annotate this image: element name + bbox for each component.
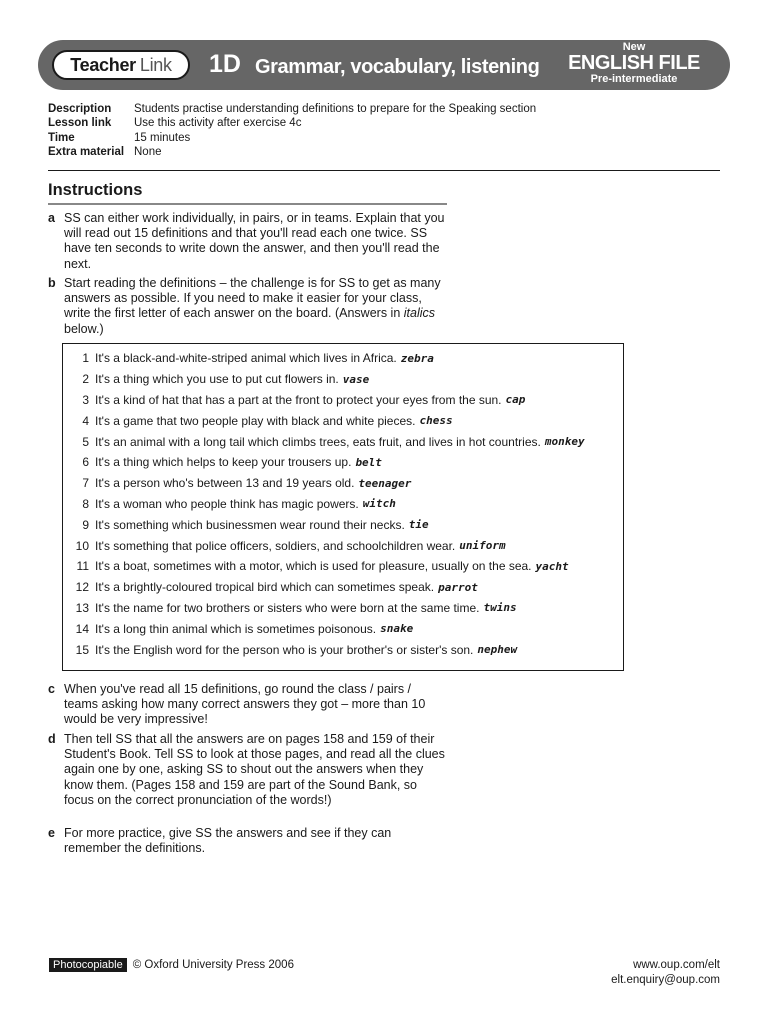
definition-text: It's a boat, sometimes with a motor, which is used for pleasure, usually on the sea. bbox=[95, 559, 532, 574]
definition-answer: nephew bbox=[477, 643, 518, 657]
meta-label: Lesson link bbox=[48, 117, 112, 130]
definition-number: 8 bbox=[82, 496, 89, 511]
definition-row bbox=[63, 431, 623, 452]
footer-right bbox=[611, 958, 720, 988]
divider bbox=[48, 170, 720, 171]
unit-code: 1D bbox=[209, 50, 241, 78]
definition-row bbox=[63, 390, 623, 411]
email-link[interactable]: elt.enquiry@oup.com bbox=[611, 974, 720, 986]
definition-row bbox=[63, 514, 623, 535]
brand-name: ENGLISH FILE bbox=[568, 52, 700, 74]
meta-label: Extra material bbox=[48, 145, 125, 158]
step-text-part: Start reading the definitions – the challenge is for SS to get as many answers as possible. If you need to make it easier for your class, write the first letter of each answer on the board. (Answers in bbox=[64, 276, 441, 321]
meta-label: Description bbox=[48, 103, 112, 115]
meta-value: 15 minutes bbox=[134, 131, 191, 144]
definitions-box bbox=[62, 343, 624, 671]
definition-text: It's the English word for the person who is your brother's or sister's son. bbox=[95, 642, 474, 657]
definition-text: It's a person who's between 13 and 19 years old. bbox=[95, 476, 355, 491]
definition-number: 1 bbox=[82, 351, 89, 366]
definition-row bbox=[63, 639, 623, 660]
definition-text: It's a kind of hat that has a part at the front to protect your eyes from the sun. bbox=[95, 392, 502, 407]
definition-answer: yacht bbox=[535, 559, 569, 573]
step-letter: b bbox=[48, 276, 56, 290]
step-letter: a bbox=[48, 211, 55, 225]
logo-link: Link bbox=[139, 54, 172, 75]
definition-number: 11 bbox=[76, 559, 89, 574]
definition-number: 3 bbox=[82, 392, 89, 407]
meta-value: Students practise understanding definitions to prepare for the Speaking section bbox=[134, 103, 537, 115]
copyright: © Oxford University Press 2006 bbox=[132, 959, 294, 971]
definition-answer: snake bbox=[380, 622, 414, 636]
definition-answer: parrot bbox=[438, 580, 478, 594]
definition-number: 7 bbox=[82, 476, 89, 491]
definition-number: 9 bbox=[82, 517, 89, 532]
italic-word: italics bbox=[403, 306, 436, 321]
teacher-link-logo bbox=[52, 50, 190, 80]
meta-value: Use this activity after exercise 4c bbox=[134, 117, 302, 130]
step-a bbox=[48, 211, 448, 272]
definition-answer: vase bbox=[342, 372, 370, 386]
step-letter: d bbox=[48, 732, 56, 746]
definition-row bbox=[63, 535, 623, 556]
definition-row bbox=[63, 618, 623, 639]
definition-number: 12 bbox=[75, 580, 89, 595]
definition-text: It's a thing which helps to keep your trousers up. bbox=[95, 455, 352, 470]
definition-row bbox=[63, 577, 623, 598]
website-link[interactable]: www.oup.com/elt bbox=[633, 959, 720, 971]
brand-level: Pre-intermediate bbox=[590, 73, 678, 85]
definition-text: It's a long thin animal which is sometimes poisonous. bbox=[95, 621, 377, 636]
step-letter: c bbox=[48, 682, 55, 696]
step-b bbox=[48, 276, 448, 337]
meta-row-extra-material bbox=[48, 145, 536, 159]
step-text: When you've read all 15 definitions, go round the class / pairs / teams asking how many correct answers they got – more than 10 would be very impressive! bbox=[64, 682, 426, 727]
definition-row bbox=[63, 598, 623, 619]
instructions-heading: Instructions bbox=[48, 181, 447, 205]
definition-number: 2 bbox=[82, 372, 89, 387]
definition-answer: zebra bbox=[400, 351, 434, 365]
definition-text: It's something that police officers, soldiers, and schoolchildren wear. bbox=[95, 538, 456, 553]
meta-row-lesson-link bbox=[48, 116, 536, 130]
definition-answer: chess bbox=[419, 414, 453, 428]
definition-answer: cap bbox=[505, 393, 526, 407]
definition-number: 15 bbox=[75, 642, 89, 657]
definition-answer: uniform bbox=[459, 539, 506, 553]
meta-label: Time bbox=[48, 131, 75, 144]
unit-title: Grammar, vocabulary, listening bbox=[255, 56, 540, 78]
definition-text: It's an animal with a long tail which climbs trees, eats fruit, and lives in hot countries. bbox=[95, 434, 541, 449]
definition-number: 14 bbox=[75, 621, 89, 636]
definition-text: It's a brightly-coloured tropical bird which can sometimes speak. bbox=[95, 580, 435, 595]
definition-answer: belt bbox=[355, 455, 382, 469]
step-text bbox=[64, 276, 448, 337]
step-e bbox=[48, 826, 448, 856]
step-c bbox=[48, 682, 448, 728]
definition-row bbox=[63, 369, 623, 390]
definition-number: 5 bbox=[82, 434, 89, 449]
definition-answer: monkey bbox=[544, 435, 585, 449]
meta-row-description bbox=[48, 102, 536, 116]
definition-number: 4 bbox=[82, 413, 89, 428]
step-text-part: below.) bbox=[64, 321, 104, 336]
definition-answer: teenager bbox=[358, 476, 412, 490]
definition-number: 13 bbox=[75, 600, 89, 615]
definition-text: It's a game that two people play with black and white pieces. bbox=[95, 413, 416, 428]
footer-left bbox=[49, 958, 294, 972]
logo-teacher: Teacher bbox=[70, 54, 136, 75]
definition-answer: twins bbox=[483, 601, 517, 615]
definition-text: It's something which businessmen wear round their necks. bbox=[95, 517, 405, 532]
definition-number: 6 bbox=[82, 455, 89, 470]
step-letter: e bbox=[48, 826, 55, 840]
photocopiable-badge: Photocopiable bbox=[49, 958, 127, 972]
definition-answer: witch bbox=[362, 497, 396, 511]
definition-text: It's the name for two brothers or sisters who were born at the same time. bbox=[95, 600, 480, 615]
meta-value: None bbox=[134, 145, 162, 158]
definition-text: It's a woman who people think has magic powers. bbox=[95, 496, 359, 511]
definition-row bbox=[63, 473, 623, 494]
definition-row bbox=[63, 494, 623, 515]
definition-number: 10 bbox=[75, 538, 89, 553]
definition-row bbox=[63, 410, 623, 431]
definition-text: It's a black-and-white-striped animal which lives in Africa. bbox=[95, 351, 397, 366]
brand-logo bbox=[564, 40, 704, 85]
brand-new: New bbox=[622, 41, 646, 53]
definition-row bbox=[63, 556, 623, 577]
step-text: SS can either work individually, in pairs, or in teams. Explain that you will read out 15 definitions and that you'll read each one twice. SS have ten seconds to write down the answer, and then you'll read the next. bbox=[64, 211, 445, 271]
step-text: Then tell SS that all the answers are on pages 158 and 159 of their Student's Book. Tell SS to look at those pages, and read all the clues again one by one, asking SS to shout out the answers when they know them. (Pages 158 and 159 are part of the Sound Bank, so focus on the correct pronunciation of the words!) bbox=[64, 732, 445, 807]
definition-row bbox=[63, 452, 623, 473]
definition-text: It's a thing which you use to put cut flowers in. bbox=[95, 372, 339, 387]
definition-row bbox=[63, 348, 623, 369]
step-text: For more practice, give SS the answers and see if they can remember the definitions. bbox=[64, 826, 392, 856]
activity-meta bbox=[48, 102, 536, 159]
definition-answer: tie bbox=[408, 518, 429, 532]
meta-row-time bbox=[48, 131, 536, 145]
step-d bbox=[48, 732, 448, 808]
